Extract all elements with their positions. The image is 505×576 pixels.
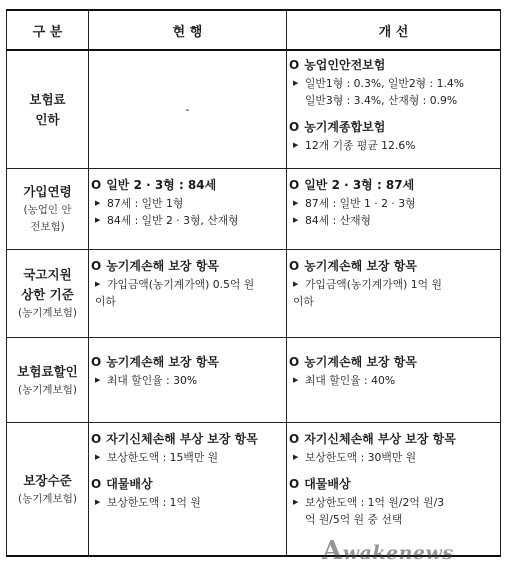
category-cell [7,169,89,250]
category-cell [7,338,89,423]
header-improved: 개 선 [287,10,501,50]
triangle-bullet-icon: ▶ [293,199,299,207]
category-sublabel: (농업인 안전보험) [23,204,72,233]
category-label: 보험료할인 [17,363,78,379]
circle-bullet-icon: O [91,178,102,192]
bullet-item: ▶ 12개 기종 평균 12.6% [293,139,416,152]
circle-bullet-icon: O [289,178,300,192]
bullet-item: ▶ 최대 할인율 : 30% [95,374,198,387]
comparison-table [6,9,501,557]
triangle-bullet-icon: ▶ [95,453,101,461]
circle-bullet-icon: O [91,355,102,369]
circle-bullet-icon: O [289,58,300,72]
section-heading: O 농기계손해 보장 항목 [289,259,417,273]
header-current: 현 행 [89,10,287,50]
bullet-continuation: 이하 [293,295,314,308]
triangle-bullet-icon: ▶ [293,498,299,506]
current-cell [89,169,287,250]
circle-bullet-icon: O [289,120,300,134]
category-label: 보험료 인하 [29,91,66,127]
triangle-bullet-icon: ▶ [95,280,101,288]
bullet-item: ▶ 보상한도액 : 30백만 원 [293,451,417,464]
category-cell [7,250,89,338]
section-heading: O 일반 2 · 3형 : 84세 [91,178,217,192]
section-heading: O 자기신체손해 부상 보장 항목 [91,432,258,446]
section-heading: O 농기계손해 보장 항목 [289,355,417,369]
bullet-item: ▶ 87세 : 일반 1형 [95,197,184,210]
triangle-bullet-icon: ▶ [95,199,101,207]
circle-bullet-icon: O [289,355,300,369]
improved-cell [287,250,501,338]
triangle-bullet-icon: ▶ [293,376,299,384]
table-row [7,250,501,338]
category-cell [7,423,89,557]
bullet-item: ▶ 가입금액(농기계가액) 1억 원 [293,278,442,291]
category-sublabel: (농기계보험) [18,383,77,396]
bullet-item: ▶ 보상한도액 : 15백만 원 [95,451,219,464]
section-heading: O 농기계종합보험 [289,120,386,134]
circle-bullet-icon: O [91,477,102,491]
current-cell [89,423,287,557]
circle-bullet-icon: O [289,432,300,446]
bullet-continuation: 억 원/5억 원 중 선택 [305,513,403,526]
section-heading: O 농기계손해 보장 항목 [91,355,219,369]
section-heading: O 농업인안전보험 [289,58,386,72]
bullet-item: ▶ 87세 : 일반 1 · 2 · 3형 [293,197,416,210]
current-cell: - [89,50,287,169]
improved-cell [287,338,501,423]
bullet-continuation: 일반3형 : 3.4%, 산재형 : 0.9% [305,94,458,107]
header-category: 구 분 [7,10,89,50]
bullet-item: ▶ 보상한도액 : 1억 원/2억 원/3 [293,496,445,509]
bullet-item: ▶ 84세 : 산재형 [293,214,371,227]
triangle-bullet-icon: ▶ [95,376,101,384]
category-sublabel: (농기계보험) [18,307,77,319]
section-heading: O 농기계손해 보장 항목 [91,259,219,273]
bullet-item: ▶ 가입금액(농기계가액) 0.5억 원 [95,278,255,291]
current-cell [89,250,287,338]
category-sublabel: (농기계보험) [18,492,77,505]
category-label: 가입연령 [23,184,72,199]
section-heading: O 자기신체손해 부상 보장 항목 [289,432,456,446]
section-heading: O 대물배상 [289,477,351,491]
circle-bullet-icon: O [289,477,300,491]
circle-bullet-icon: O [289,259,300,273]
current-cell [89,338,287,423]
section-heading: O 일반 2 · 3형 : 87세 [289,178,415,192]
bullet-item: ▶ 보상한도액 : 1억 원 [95,496,201,509]
triangle-bullet-icon: ▶ [293,79,299,87]
triangle-bullet-icon: ▶ [293,453,299,461]
bullet-item: ▶ 최대 할인율 : 40% [293,374,396,387]
circle-bullet-icon: O [91,432,102,446]
category-label: 국고지원 상한 기준 [21,267,74,302]
category-label: 보장수준 [23,472,72,488]
category-cell [7,50,89,169]
triangle-bullet-icon: ▶ [293,216,299,224]
bullet-item: ▶ 일반1형 : 0.3%, 일반2형 : 1.4% [293,77,465,90]
bullet-item: ▶ 84세 : 일반 2 · 3형, 산재형 [95,214,239,227]
table-row [7,338,501,423]
triangle-bullet-icon: ▶ [293,141,299,149]
bullet-continuation: 이하 [95,295,116,308]
improved-cell [287,169,501,250]
triangle-bullet-icon: ▶ [293,280,299,288]
triangle-bullet-icon: ▶ [95,498,101,506]
watermark-logo: Awakenews [322,536,454,566]
triangle-bullet-icon: ▶ [95,216,101,224]
improved-cell [287,50,501,169]
table-row [7,50,501,169]
circle-bullet-icon: O [91,259,102,273]
table-row [7,169,501,250]
section-heading: O 대물배상 [91,477,153,491]
